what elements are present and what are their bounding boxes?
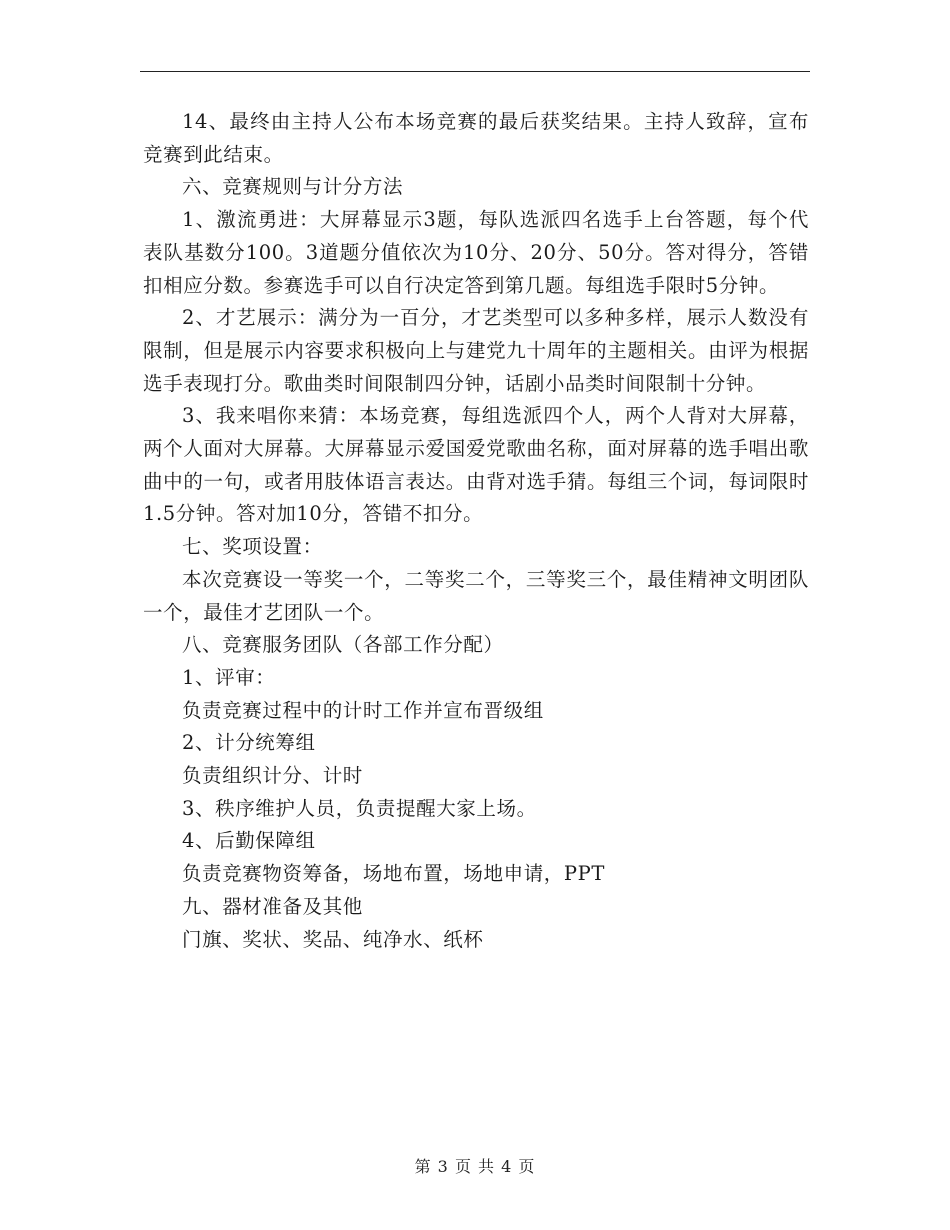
list-item-review: 1、评审： [182, 665, 276, 689]
list-item-logistics-detail: 负责竞赛物资筹备，场地布置，场地申请，PPT [182, 862, 605, 886]
page-number-label: 第 3 页 共 4 页 [414, 1157, 536, 1176]
section-heading-rules: 六、竞赛规则与计分方法 [182, 175, 404, 199]
paragraph-rule-2: 2、才艺展示：满分为一百分，才艺类型可以多种多样，展示人数没有限制，但是展示内容要求积极向上与建党九十周年的主题相关。由评为根据选手表现打分。歌曲类时间限制四分钟，话剧小品类时间限制十分钟。 [143, 306, 809, 395]
paragraph-awards: 本次竞赛设一等奖一个，二等奖二个，三等奖三个，最佳精神文明团队一个，最佳才艺团队一个。 [143, 567, 809, 624]
paragraph-rule-1: 1、激流勇进：大屏幕显示3题，每队选派四名选手上台答题，每个代表队基数分100。3道题分值依次为10分、20分、50分。答对得分，答错扣相应分数。参赛选手可以自行决定答到第几题。每组选手限时5分钟。 [143, 208, 809, 297]
header-rule [140, 71, 810, 72]
list-item-scoring: 2、计分统筹组 [182, 731, 316, 755]
paragraph-rule-3: 3、我来唱你来猜：本场竞赛，每组选派四个人，两个人背对大屏幕，两个人面对大屏幕。大屏幕显示爱国爱党歌曲名称，面对屏幕的选手唱出歌曲中的一句，或者用肢体语言表达。由背对选手猜。每组三个词，每词限时1.5分钟。答对加10分，答错不扣分。 [143, 404, 809, 526]
page-footer [0, 1154, 950, 1177]
section-heading-equipment: 九、器材准备及其他 [182, 894, 363, 918]
section-heading-service-team: 八、竞赛服务团队（各部工作分配） [182, 633, 504, 657]
paragraph-award-announcement: 14、最终由主持人公布本场竞赛的最后获奖结果。主持人致辞，宣布竞赛到此结束。 [143, 110, 809, 166]
paragraph-equipment: 门旗、奖状、奖品、纯净水、纸杯 [182, 927, 484, 951]
list-item-logistics: 4、后勤保障组 [182, 829, 316, 853]
document-body [143, 106, 809, 956]
list-item-review-detail: 负责竞赛过程中的计时工作并宣布晋级组 [182, 698, 544, 722]
list-item-order: 3、秩序维护人员，负责提醒大家上场。 [182, 796, 537, 820]
list-item-scoring-detail: 负责组织计分、计时 [182, 764, 363, 788]
section-heading-awards: 七、奖项设置： [182, 535, 323, 559]
